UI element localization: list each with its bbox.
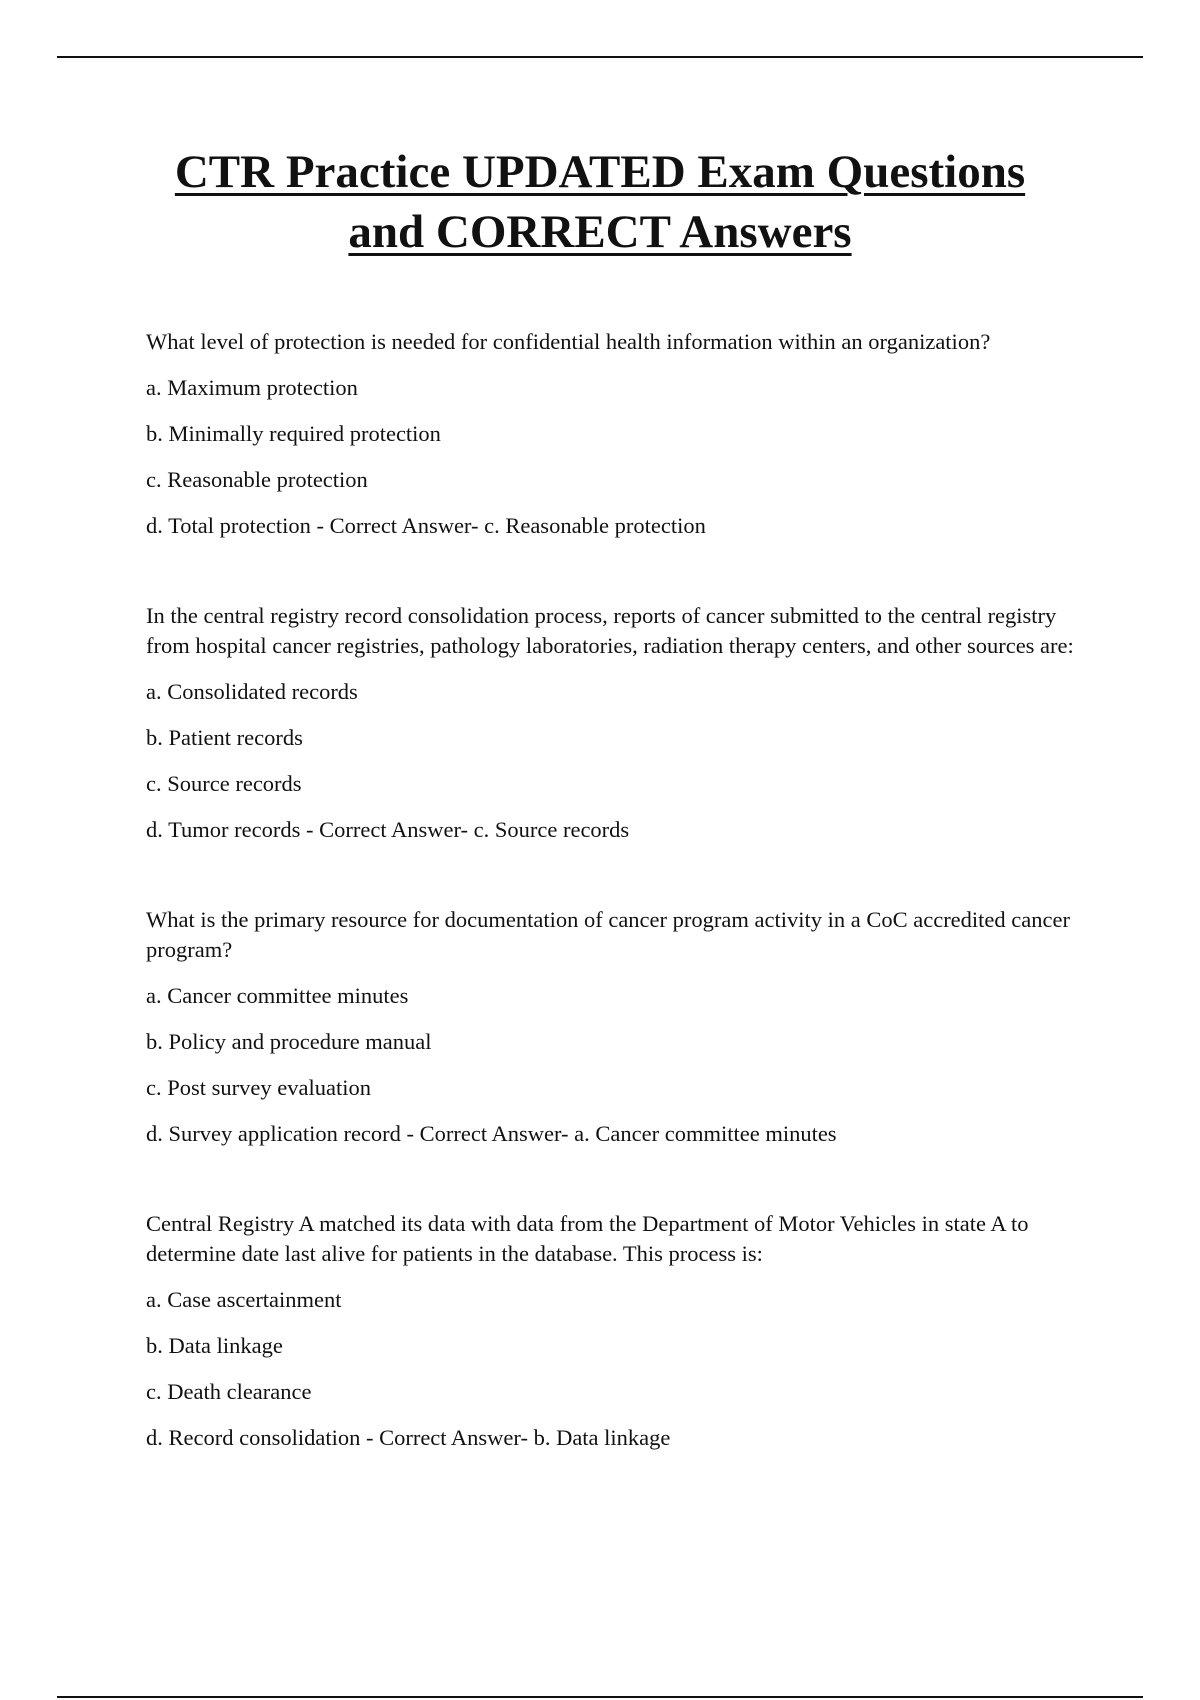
question-block-4: [146, 1209, 1076, 1453]
title-line-1: CTR Practice UPDATED Exam Questions: [174, 146, 1026, 198]
option-a: a. Consolidated records: [146, 679, 358, 704]
option-c: c. Reasonable protection: [146, 467, 368, 492]
option-a: a. Maximum protection: [146, 375, 358, 400]
footer-rule: [57, 1696, 1143, 1698]
question-text: Central Registry A matched its data with data from the Department of Motor Vehicles in state A to determine date last alive for patients in the database. This process is:: [146, 1211, 1029, 1266]
option-c: c. Death clearance: [146, 1379, 312, 1404]
question-block-2: [146, 601, 1076, 845]
title-line-2: and CORRECT Answers: [348, 206, 852, 258]
page-title: [100, 142, 1100, 262]
option-a: a. Cancer committee minutes: [146, 983, 409, 1008]
option-b: b. Minimally required protection: [146, 421, 441, 446]
option-d-answer: d. Tumor records - Correct Answer- c. Source records: [146, 817, 630, 842]
option-b: b. Data linkage: [146, 1333, 283, 1358]
option-b: b. Policy and procedure manual: [146, 1029, 432, 1054]
question-list: [146, 327, 1076, 1513]
option-a: a. Case ascertainment: [146, 1287, 342, 1312]
header-rule: [57, 56, 1143, 58]
question-block-3: [146, 905, 1076, 1149]
option-b: b. Patient records: [146, 725, 303, 750]
option-d-answer: d. Record consolidation - Correct Answer- b. Data linkage: [146, 1425, 671, 1450]
option-d-answer: d. Total protection - Correct Answer- c. Reasonable protection: [146, 513, 706, 538]
option-d-answer: d. Survey application record - Correct Answer- a. Cancer committee minutes: [146, 1121, 837, 1146]
question-text: What is the primary resource for documentation of cancer program activity in a CoC accredited cancer program?: [146, 907, 1070, 962]
question-text: In the central registry record consolidation process, reports of cancer submitted to the central registry from hospital cancer registries, pathology laboratories, radiation therapy centers, and other sources are:: [146, 603, 1074, 658]
question-text: What level of protection is needed for confidential health information within an organization?: [146, 329, 991, 354]
question-block-1: [146, 327, 1076, 541]
option-c: c. Source records: [146, 771, 302, 796]
option-c: c. Post survey evaluation: [146, 1075, 371, 1100]
